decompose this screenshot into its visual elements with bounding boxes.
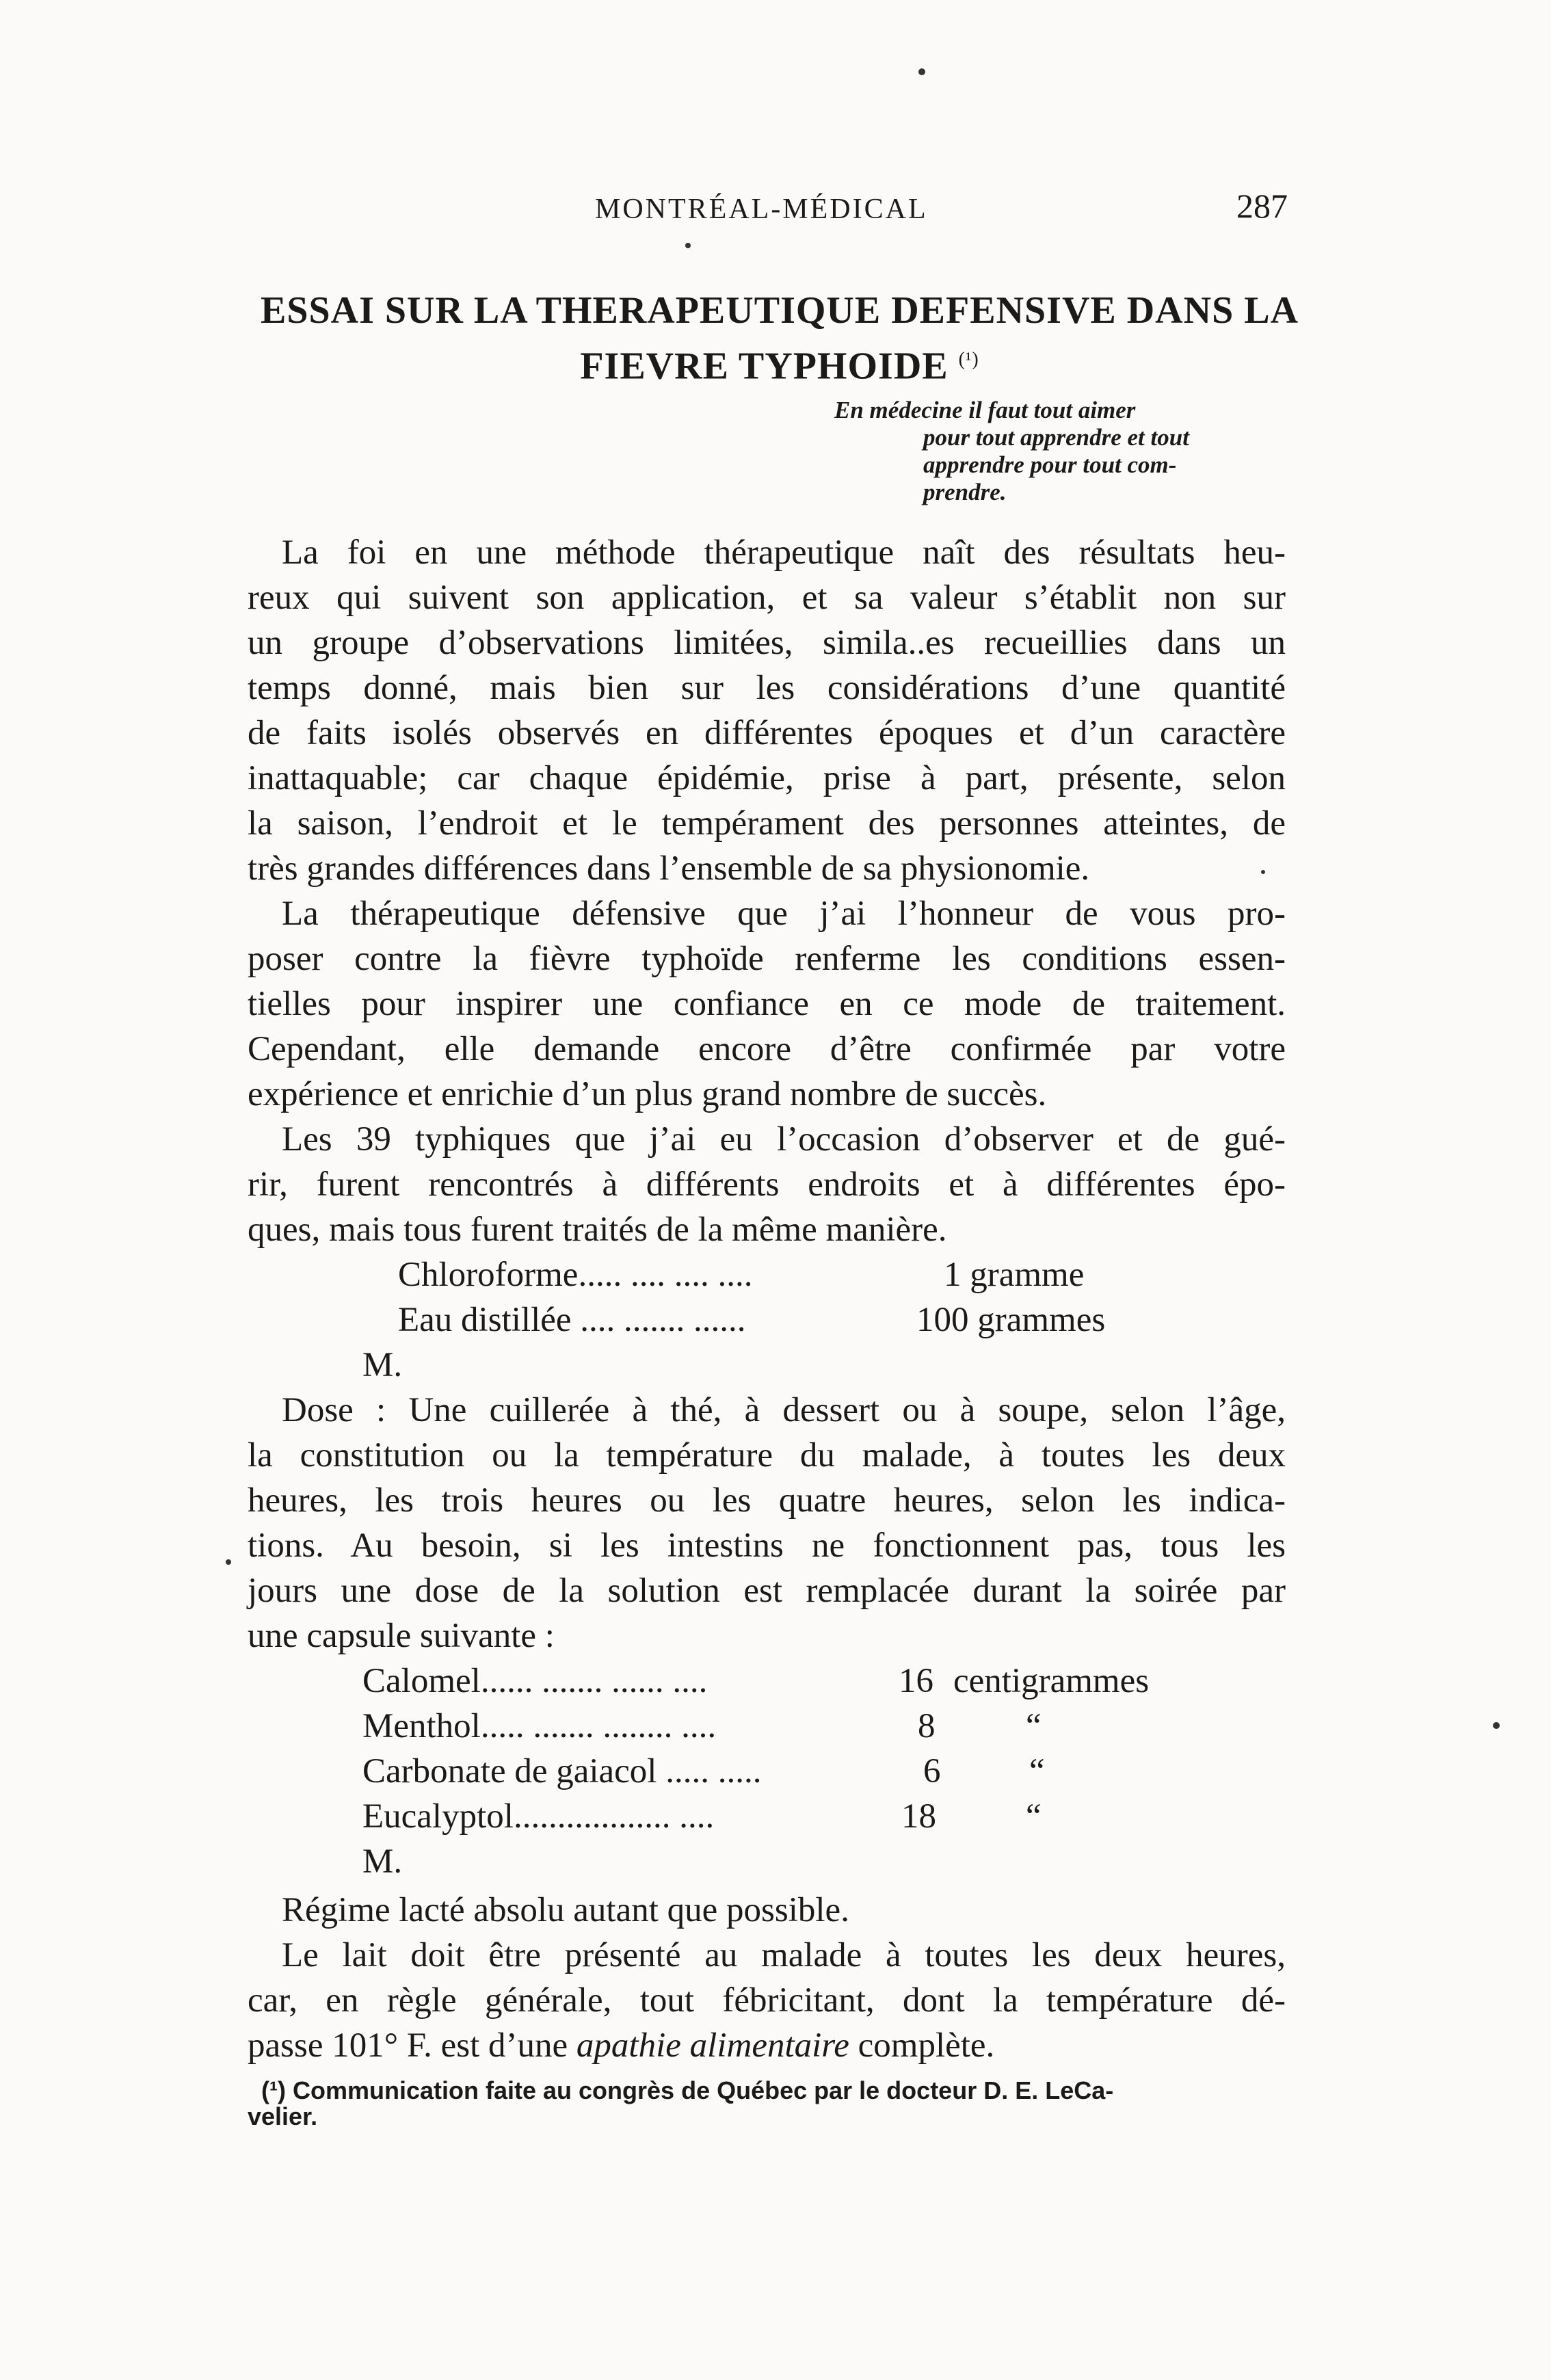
paragraph-2-line: tielles pour inspirer une confiance en ce mode de traitement. [248, 985, 1286, 1023]
paragraph-1-line: inattaquable; car chaque épidémie, prise à part, présente, selon [248, 759, 1286, 797]
epigraph-line: pour tout apprendre et tout [923, 424, 1189, 451]
ditto-mark: “ [1026, 1797, 1042, 1836]
ingredient-quantity: 8 [918, 1707, 936, 1745]
title-line-2-text: FIEVRE TYPHOIDE [580, 345, 949, 388]
epigraph [834, 397, 1292, 506]
paragraph-4-line: tions. Au besoin, si les intestins ne fonctionnent pas, tous les [248, 1526, 1286, 1565]
line-start: passe 101° F. est d’une [248, 2026, 568, 2065]
recipe-2-row [362, 1658, 707, 1704]
recipe-2-row [362, 1794, 714, 1839]
leader-dots: .... ....... ...... [580, 1301, 746, 1339]
title-line-1: ESSAI SUR LA THERAPEUTIQUE DEFENSIVE DANS LA [260, 289, 1299, 332]
ingredient-name: Eau distillée [398, 1301, 572, 1339]
footnote-text: Communication faite au congrès de Québec par le docteur D. E. LeCa- [292, 2076, 1114, 2104]
paragraph-4-line: Dose : Une cuillerée à thé, à dessert ou à soupe, selon l’âge, [282, 1391, 1286, 1429]
paragraph-4-line: la constitution ou la température du malade, à toutes les deux [248, 1436, 1286, 1475]
ditto-mark: “ [1026, 1707, 1042, 1745]
ingredient-name: Chloroforme [398, 1256, 579, 1294]
misce-mark: M. [362, 1842, 403, 1881]
paragraph-3-line: ques, mais tous furent traités de la même manière. [248, 1211, 947, 1249]
paragraph-6-line: Le lait doit être présenté au malade à toutes les deux heures, [282, 1936, 1286, 1974]
paragraph-4-line: une capsule suivante : [248, 1617, 555, 1655]
recipe-1-row [398, 1252, 752, 1297]
ingredient-name: Carbonate de gaiacol [362, 1752, 657, 1790]
scan-speck [226, 1559, 231, 1565]
paragraph-3-line: Les 39 typhiques que j’ai eu l’occasion d’observer et de gué- [282, 1120, 1286, 1159]
footnote-line-2: velier. [248, 2102, 318, 2130]
paragraph-2-line: La thérapeutique défensive que j’ai l’honneur de vous pro- [282, 895, 1286, 933]
scan-speck [1261, 870, 1265, 874]
paragraph-1-line: temps donné, mais bien sur les considérations d’une quantité [248, 669, 1286, 707]
leader-dots: ..... .... .... .... [578, 1256, 753, 1294]
ingredient-name: Menthol [362, 1707, 481, 1745]
epigraph-line: prendre. [923, 479, 1007, 505]
footnote-line [248, 2078, 1286, 2104]
scan-speck [918, 68, 925, 75]
leader-dots: ..... ..... [665, 1752, 762, 1790]
leader-dots: ...... ....... ...... .... [480, 1662, 708, 1700]
footnote [248, 2078, 1286, 2130]
recipe-2-row [362, 1749, 761, 1794]
running-header: MONTRÉAL-MÉDICAL [595, 194, 928, 225]
paragraph-4-line: jours une dose de la solution est remplacée durant la soirée par [248, 1572, 1286, 1610]
paragraph-6-line: car, en règle générale, tout fébricitant, dont la température dé- [248, 1981, 1286, 2020]
paragraph-1-line: de faits isolés observés en différentes époques et d’un caractère [248, 714, 1286, 752]
ditto-mark: “ [1029, 1752, 1045, 1790]
scan-speck [685, 243, 691, 248]
paragraph-2-line: poser contre la fièvre typhoïde renferme les conditions essen- [248, 940, 1286, 978]
line-end: complète. [858, 2026, 995, 2065]
epigraph-line: apprendre pour tout com- [923, 451, 1177, 478]
page-number: 287 [1236, 187, 1288, 225]
paragraph-3-line: rir, furent rencontrés à différents endroits et à différentes épo- [248, 1165, 1286, 1204]
ingredient-quantity: 6 [923, 1752, 941, 1790]
recipe-2-row [362, 1704, 716, 1749]
paragraph-1-line: la saison, l’endroit et le tempérament des personnes atteintes, de [248, 804, 1286, 843]
paragraph-4-line: heures, les trois heures ou les quatre heures, selon les indica- [248, 1481, 1286, 1520]
paragraph-6-line [248, 2023, 1286, 2068]
title-note-marker: (¹) [958, 349, 979, 370]
ingredient-quantity: 1 gramme [944, 1256, 1085, 1294]
title-line-2 [137, 335, 1422, 391]
misce-mark: M. [362, 1346, 403, 1384]
emphasis-text: apathie alimentaire [576, 2026, 849, 2065]
paragraph-2-line: Cependant, elle demande encore d’être confirmée par votre [248, 1030, 1286, 1068]
paragraph-5: Régime lacté absolu autant que possible. [282, 1891, 849, 1929]
ingredient-name: Eucalyptol [362, 1797, 514, 1836]
ingredient-name: Calomel [362, 1662, 481, 1700]
paragraph-1-line: un groupe d’observations limitées, simila..es recueillies dans un [248, 624, 1286, 662]
article-title [137, 286, 1422, 391]
epigraph-line: En médecine il faut tout aimer [834, 397, 1136, 423]
ingredient-quantity: 16 [899, 1662, 933, 1700]
paragraph-1-line: très grandes différences dans l’ensemble de sa physionomie. [248, 849, 1090, 888]
recipe-1-row [398, 1297, 746, 1343]
paragraph-2-line: expérience et enrichie d’un plus grand nombre de succès. [248, 1075, 1047, 1113]
ingredient-quantity: 18 [901, 1797, 936, 1836]
scan-speck [1493, 1722, 1500, 1729]
leader-dots: ..... ....... ........ .... [480, 1707, 717, 1745]
footnote-marker: (¹) [261, 2076, 286, 2104]
leader-dots: .................. .... [513, 1797, 715, 1836]
ingredient-unit: centigrammes [953, 1662, 1150, 1700]
ingredient-quantity: 100 grammes [916, 1301, 1106, 1339]
paragraph-1-line: reux qui suivent son application, et sa valeur s’établit non sur [248, 579, 1286, 617]
paragraph-1-line: La foi en une méthode thérapeutique naît des résultats heu- [282, 533, 1286, 572]
